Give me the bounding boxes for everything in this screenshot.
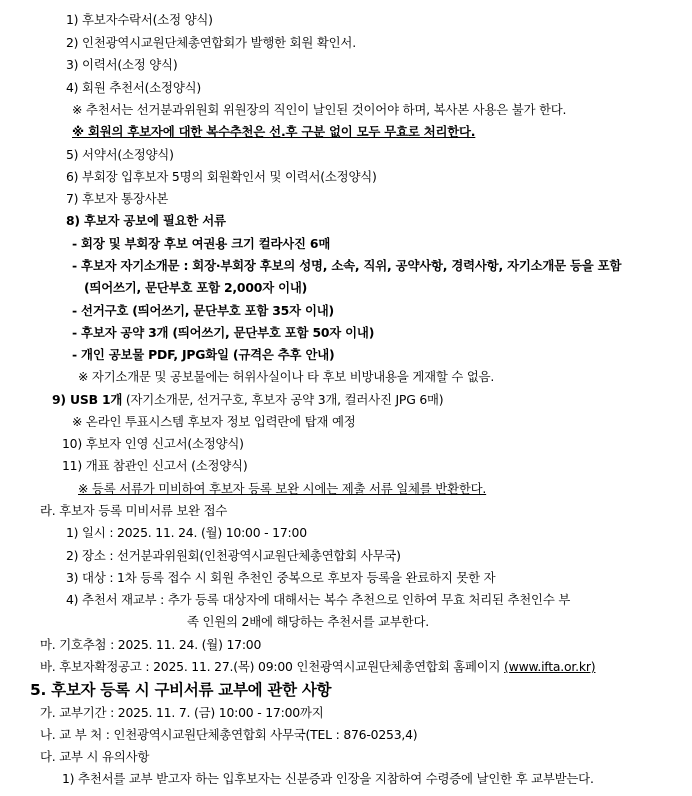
doc-line: 11) 개표 참관인 신고서 (소정양식) <box>62 458 248 473</box>
doc-subheading: 마. 기호추첨 : 2025. 11. 24. (월) 17:00 <box>40 637 262 652</box>
usb-label: 9) USB 1개 <box>52 392 123 407</box>
doc-line-cont: 족 인원의 2배에 해당하는 추천서를 교부한다. <box>187 614 429 629</box>
doc-bullet: - 선거구호 (띄어쓰기, 문단부호 포함 35자 이내) <box>72 303 334 318</box>
doc-line: 7) 후보자 통장사본 <box>66 191 169 206</box>
doc-subheading: 다. 교부 시 유의사항 <box>40 749 150 764</box>
doc-line: 2) 장소 : 선거분과위원회(인천광역시교원단체총연합회 사무국) <box>66 548 401 563</box>
doc-line: 3) 이력서(소정 양식) <box>66 57 178 72</box>
doc-note: ※ 자기소개문 및 공보물에는 허위사실이나 타 후보 비방내용을 게재할 수 없음. <box>78 369 495 384</box>
doc-line: 10) 후보자 인영 신고서(소정양식) <box>62 436 244 451</box>
doc-line: 4) 추천서 재교부 : 추가 등록 대상자에 대해서는 복수 추천으로 인하여 무효 처리된 추천인수 부 <box>66 592 571 607</box>
doc-bullet-cont: (띄어쓰기, 문단부호 포함 2,000자 이내) <box>84 280 308 295</box>
doc-note: ※ 온라인 투표시스템 후보자 정보 입력란에 탑재 예정 <box>72 414 356 429</box>
doc-bullet: - 후보자 공약 3개 (띄어쓰기, 문단부호 포함 50자 이내) <box>72 325 375 340</box>
doc-line: 3) 대상 : 1차 등록 접수 시 회원 추천인 중복으로 후보자 등록을 완료하지 못한 자 <box>66 570 496 585</box>
doc-line: 1) 후보자수락서(소정 양식) <box>66 12 213 27</box>
doc-line <box>52 391 443 409</box>
doc-bullet: - 후보자 자기소개문 : 회장·부회장 후보의 성명, 소속, 직위, 공약사항, 경력사항, 자기소개문 등을 포함 <box>72 258 622 273</box>
doc-line: 4) 회원 추천서(소정양식) <box>66 80 201 95</box>
doc-line: 2) 인천광역시교원단체총연합회가 발행한 회원 확인서. <box>66 35 356 50</box>
doc-note-underlined: ※ 등록 서류가 미비하여 후보자 등록 보완 시에는 제출 서류 일체를 반환한다. <box>78 481 487 496</box>
doc-line: 1) 추천서를 교부 받고자 하는 입후보자는 신분증과 인장을 지참하여 수령증에 날인한 후 교부받는다. <box>62 771 594 786</box>
doc-line: 5) 서약서(소정양식) <box>66 147 174 162</box>
usb-detail: (자기소개문, 선거구호, 후보자 공약 3개, 컬러사진 JPG 6매) <box>122 392 444 407</box>
doc-line: 8) 후보자 공보에 필요한 서류 <box>66 213 226 228</box>
section-heading: 5. 후보자 등록 시 구비서류 교부에 관한 사항 <box>30 681 332 699</box>
doc-subheading <box>40 658 595 676</box>
doc-bullet: - 개인 공보물 PDF, JPG화일 (규격은 추후 안내) <box>72 347 335 362</box>
homepage-link[interactable]: (www.ifta.or.kr) <box>504 659 596 674</box>
doc-note-important: ※ 회원의 후보자에 대한 복수추천은 선.후 구분 없이 모두 무효로 처리한다. <box>72 124 476 139</box>
doc-bullet: - 회장 및 부회장 후보 여권용 크기 컬라사진 6매 <box>72 236 331 251</box>
doc-subheading: 나. 교 부 처 : 인천광역시교원단체총연합회 사무국(TEL : 876-0253,4) <box>40 727 418 742</box>
announcement-text: 바. 후보자확정공고 : 2025. 11. 27.(목) 09:00 인천광역시교원단체총연합회 홈페이지 <box>40 659 505 674</box>
doc-subheading: 라. 후보자 등록 미비서류 보완 접수 <box>40 503 228 518</box>
doc-subheading: 가. 교부기간 : 2025. 11. 7. (금) 10:00 - 17:00까지 <box>40 705 324 720</box>
doc-line: 6) 부회장 입후보자 5명의 회원확인서 및 이력서(소정양식) <box>66 169 377 184</box>
doc-note: ※ 추천서는 선거분과위원회 위원장의 직인이 날인된 것이어야 하며, 복사본 사용은 불가 한다. <box>72 102 567 117</box>
doc-line: 1) 일시 : 2025. 11. 24. (월) 10:00 - 17:00 <box>66 525 307 540</box>
